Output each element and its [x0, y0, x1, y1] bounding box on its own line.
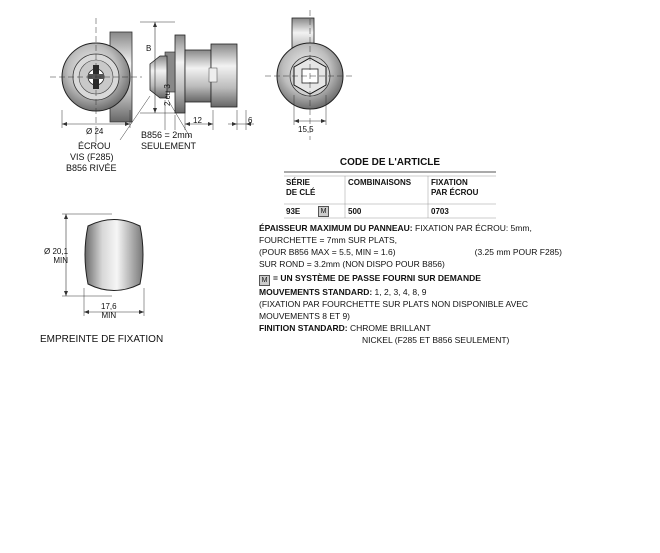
label-ecrou: ÉCROU — [78, 141, 111, 151]
spec-line-4: SUR ROND = 3.2mm (NON DISPO POUR B856) — [259, 259, 445, 269]
spec-b856-range: (POUR B856 MAX = 5.5, MIN = 1.6) — [259, 247, 396, 257]
dim-cutout-width: 17,6 MIN — [101, 302, 117, 320]
code-fixation: 0703 — [431, 207, 449, 216]
front-view — [50, 18, 142, 142]
side-view — [120, 22, 254, 140]
spec-line-1 — [259, 222, 564, 234]
spec-panel-label: ÉPAISSEUR MAXIMUM DU PANNEAU: — [259, 223, 413, 233]
code-combinaisons: 500 — [348, 207, 362, 216]
spec-line-10: NICKEL (F285 ET B856 SEULEMENT) — [362, 335, 510, 345]
spec-line-9 — [259, 322, 564, 334]
code-header-combinaisons: COMBINAISONS — [348, 178, 412, 187]
dim-width-across: 15,5 — [298, 125, 314, 134]
spec-finish-label: FINITION STANDARD: — [259, 323, 348, 333]
spec-line-2: FOURCHETTE = 7mm SUR PLATS, — [259, 235, 397, 245]
cutout-view — [62, 214, 144, 316]
rear-view — [265, 10, 355, 140]
master-key-icon: M — [318, 206, 329, 217]
label-vis: VIS (F285) — [70, 152, 114, 162]
label-empreinte: EMPREINTE DE FIXATION — [40, 334, 164, 345]
master-key-legend-icon: M — [259, 275, 270, 286]
spec-panel-value: FIXATION PAR ÉCROU: 5mm, — [412, 223, 532, 233]
spec-master-key-text: = UN SYSTÈME DE PASSE FOURNI SUR DEMANDE — [273, 273, 481, 283]
dim-height-b: B — [146, 44, 152, 53]
code-table-title: CODE DE L'ARTICLE — [339, 157, 441, 168]
spec-movements-value: 1, 2, 3, 4, 8, 9 — [372, 287, 427, 297]
dim-tip: 6 — [248, 116, 253, 125]
spec-finish-value: CHROME BRILLANT — [347, 323, 431, 333]
code-serie: 93E — [286, 207, 301, 216]
dim-gap: 2 cu 3 — [163, 84, 172, 106]
specs-block — [259, 222, 564, 346]
spec-line-6 — [259, 286, 564, 298]
label-b856-rivee: B856 RIVÉE — [66, 163, 117, 173]
spec-movements-label: MOUVEMENTS STANDARD: — [259, 287, 373, 297]
dim-shaft-length: 12 — [193, 116, 202, 125]
spec-f285: (3.25 mm POUR F285) — [474, 247, 562, 257]
code-header-serie: SÉRIE DE CLÉ — [286, 178, 316, 197]
dim-cutout-height: Ø 20,1 MIN — [44, 247, 69, 265]
spec-line-5 — [259, 272, 564, 286]
dim-body-diameter: Ø 24 — [86, 127, 104, 136]
label-b856-note-1: B856 = 2mm — [141, 130, 193, 140]
spec-line-8: MOUVEMENTS 8 ET 9) — [259, 311, 350, 321]
code-header-fixation: FIXATION PAR ÉCROU — [431, 178, 479, 197]
label-b856-note-2: SEULEMENT — [141, 141, 197, 151]
spec-line-3 — [259, 246, 564, 258]
spec-line-7: (FIXATION PAR FOURCHETTE SUR PLATS NON DISPONIBLE AVEC — [259, 299, 529, 309]
